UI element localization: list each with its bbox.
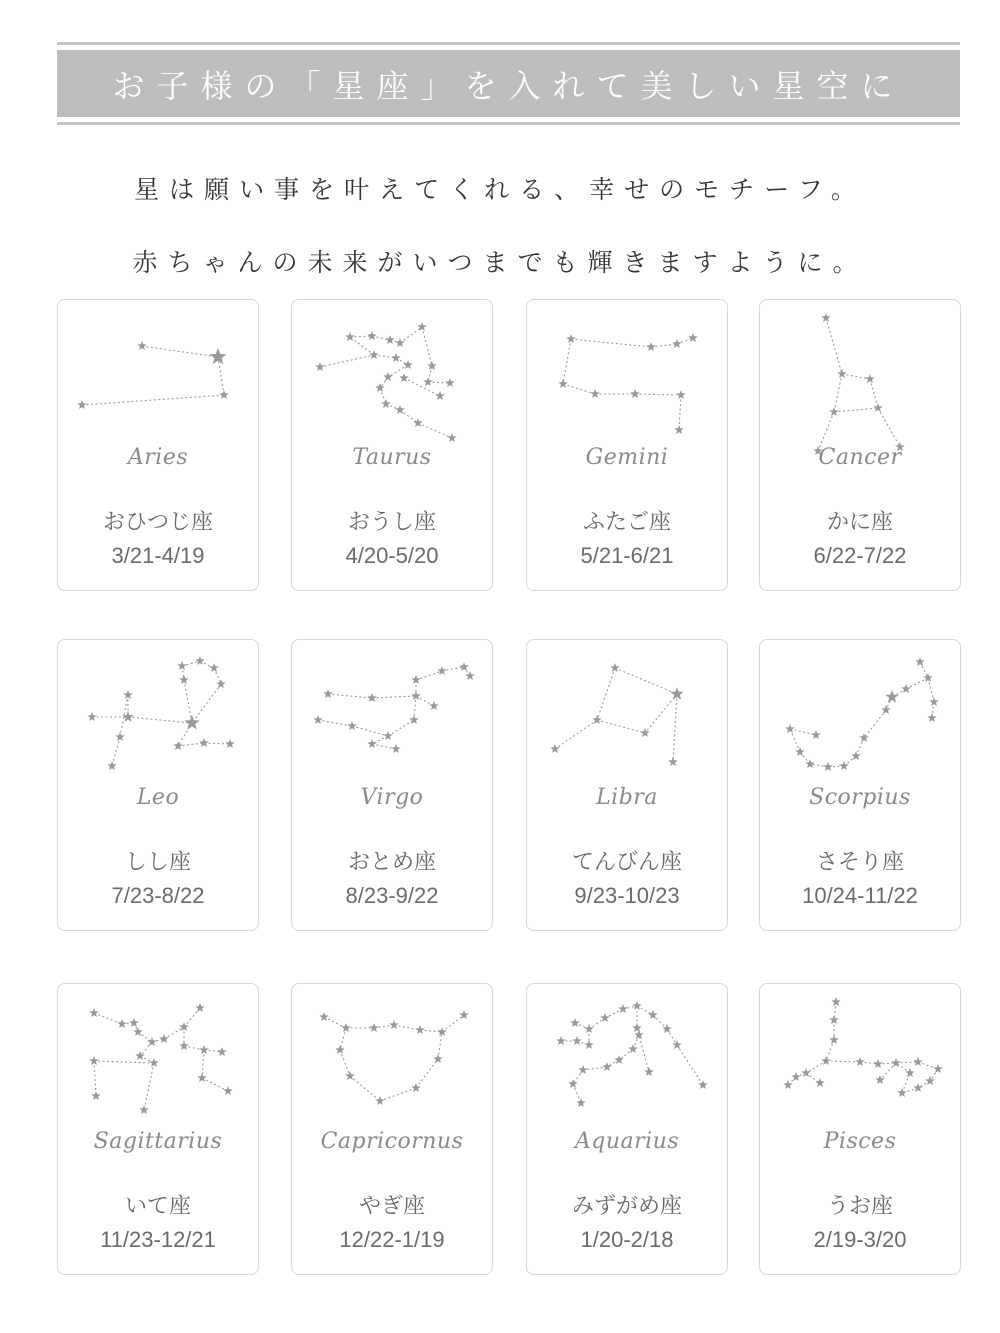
star-icon	[823, 762, 833, 771]
star-icon	[602, 1062, 612, 1071]
star-icon	[345, 332, 355, 341]
star-icon	[550, 744, 560, 753]
date-range: 4/20-5/20	[345, 543, 439, 568]
date-range: 3/21-4/19	[111, 543, 205, 568]
constellation-line	[204, 743, 230, 744]
star-icon	[829, 1015, 839, 1024]
star-icon	[391, 744, 401, 753]
constellation-japanese-name: うお座	[826, 1194, 893, 1219]
star-icon	[129, 1018, 139, 1027]
constellation-latin-name: Leo	[136, 785, 180, 810]
constellation-japanese-name: しし座	[124, 850, 191, 875]
constellation-latin-name: Scorpius	[809, 785, 911, 810]
star-icon	[195, 656, 205, 665]
constellation-line	[826, 1040, 834, 1061]
star-icon	[199, 1045, 209, 1054]
zodiac-card-taurus	[291, 299, 493, 591]
constellation-line	[597, 720, 645, 733]
star-icon	[89, 1008, 99, 1017]
constellation-latin-name: Aquarius	[574, 1129, 680, 1154]
star-icon	[411, 675, 421, 684]
constellation-line	[94, 1061, 96, 1096]
constellation-line	[400, 327, 422, 343]
star-icon	[179, 1041, 189, 1050]
capricornus-constellation-icon	[292, 984, 494, 1184]
star-icon	[323, 689, 333, 698]
constellation-line	[94, 1061, 154, 1063]
star-icon	[389, 1020, 399, 1029]
star-icon	[632, 1001, 642, 1010]
constellation-line	[352, 726, 388, 736]
star-icon	[429, 701, 439, 710]
constellation-line	[438, 1032, 442, 1059]
constellation-line	[192, 684, 221, 723]
constellation-latin-name: Libra	[596, 785, 658, 810]
star-icon	[578, 1065, 588, 1074]
constellation-line	[677, 1045, 703, 1085]
star-icon	[381, 399, 391, 408]
star-icon	[341, 1023, 351, 1032]
star-icon	[837, 369, 847, 378]
intro-line-2: 赤ちゃんの未来がいつまでも輝きますように。	[132, 248, 868, 277]
banner-bottom-rule	[57, 122, 960, 125]
star-icon	[375, 1096, 385, 1105]
star-icon	[618, 1004, 628, 1013]
date-range: 8/23-9/22	[345, 883, 439, 908]
constellation-line	[928, 678, 934, 702]
star-icon	[610, 663, 620, 672]
leo-constellation-icon	[58, 640, 260, 840]
star-icon	[313, 715, 323, 724]
star-icon	[566, 334, 576, 343]
zodiac-card-capricornus	[291, 983, 493, 1275]
star-icon	[674, 425, 684, 434]
star-icon	[929, 697, 939, 706]
star-icon	[367, 739, 377, 748]
constellation-line	[404, 378, 440, 396]
star-icon	[435, 391, 445, 400]
star-icon	[648, 1010, 658, 1019]
constellation-line	[563, 384, 595, 394]
star-icon	[115, 732, 125, 741]
constellation-line	[128, 717, 192, 723]
zodiac-card-scorpius	[759, 639, 961, 931]
star-icon	[216, 679, 226, 688]
sagittarius-constellation-icon	[58, 984, 260, 1184]
star-icon	[173, 741, 183, 750]
star-icon	[385, 335, 395, 344]
star-icon	[399, 373, 409, 382]
star-icon	[209, 348, 226, 364]
star-icon	[197, 1073, 207, 1082]
star-icon	[217, 1047, 227, 1056]
star-icon	[395, 405, 405, 414]
constellation-latin-name: Capricornus	[320, 1129, 464, 1154]
zodiac-card-pisces	[759, 983, 961, 1275]
star-icon	[592, 715, 602, 724]
constellation-line	[350, 1076, 380, 1101]
constellation-line	[394, 1025, 420, 1030]
constellation-line	[555, 720, 597, 749]
star-icon	[851, 751, 861, 760]
constellation-line	[94, 1013, 122, 1024]
star-icon	[859, 733, 869, 742]
virgo-constellation-icon	[292, 640, 494, 840]
star-icon	[367, 331, 377, 340]
star-icon	[375, 383, 385, 392]
star-icon	[829, 407, 839, 416]
star-icon	[791, 1072, 801, 1081]
star-icon	[199, 738, 209, 747]
constellation-line	[416, 1059, 438, 1088]
star-icon	[646, 342, 656, 351]
constellation-line	[635, 394, 681, 395]
constellation-japanese-name: いて座	[124, 1194, 191, 1219]
star-icon	[644, 1067, 654, 1076]
star-icon	[672, 339, 682, 348]
constellation-latin-name: Pisces	[823, 1129, 897, 1154]
taurus-constellation-icon	[292, 300, 494, 500]
star-icon	[821, 313, 831, 322]
date-range: 7/23-8/22	[111, 883, 205, 908]
star-icon	[881, 705, 891, 714]
libra-constellation-icon	[527, 640, 729, 840]
constellation-line	[864, 710, 886, 738]
constellation-line	[615, 668, 677, 694]
constellation-latin-name: Virgo	[360, 785, 424, 810]
zodiac-card-cancer	[759, 299, 961, 591]
star-icon	[873, 403, 883, 412]
star-icon	[87, 712, 97, 721]
constellation-line	[112, 737, 120, 766]
date-range: 2/19-3/20	[813, 1227, 907, 1252]
constellation-line	[826, 1061, 860, 1062]
star-icon	[123, 690, 133, 699]
constellation-japanese-name: おとめ座	[347, 850, 436, 875]
constellation-latin-name: Sagittarius	[93, 1129, 223, 1154]
star-icon	[77, 400, 87, 409]
constellation-line	[388, 720, 414, 736]
constellation-line	[340, 1050, 350, 1076]
constellation-line	[340, 1028, 346, 1050]
star-icon	[447, 433, 457, 442]
star-icon	[459, 662, 469, 671]
star-icon	[369, 350, 379, 359]
star-icon	[423, 377, 433, 386]
constellation-line	[82, 395, 224, 405]
star-icon	[668, 757, 678, 766]
constellation-japanese-name: おうし座	[347, 510, 436, 535]
star-icon	[570, 1018, 580, 1027]
star-icon	[335, 1045, 345, 1054]
star-icon	[149, 1058, 159, 1067]
star-icon	[923, 673, 933, 682]
zodiac-card-sagittarius	[57, 983, 259, 1275]
constellation-line	[842, 374, 870, 379]
constellation-japanese-name: さそり座	[815, 850, 904, 875]
constellation-line	[380, 1088, 416, 1101]
star-icon	[885, 690, 898, 703]
star-icon	[159, 1034, 169, 1043]
star-icon	[223, 1086, 233, 1095]
star-icon	[345, 1071, 355, 1080]
star-icon	[395, 338, 405, 347]
star-icon	[137, 341, 147, 350]
constellation-latin-name: Cancer	[818, 445, 902, 470]
constellation-line	[906, 678, 928, 689]
constellation-line	[372, 696, 416, 698]
constellation-line	[826, 318, 842, 374]
star-icon	[315, 362, 325, 371]
star-icon	[632, 1023, 642, 1032]
date-range: 12/22-1/19	[339, 1227, 445, 1252]
constellation-line	[202, 1078, 228, 1091]
constellation-line	[388, 365, 408, 377]
star-icon	[873, 1059, 883, 1068]
constellation-line	[806, 1061, 826, 1073]
star-icon	[411, 691, 421, 700]
star-icon	[572, 1036, 582, 1045]
star-icon	[367, 693, 377, 702]
constellation-line	[834, 374, 842, 412]
constellation-line	[834, 408, 878, 412]
constellation-line	[597, 668, 615, 720]
constellation-japanese-name: かに座	[826, 510, 893, 535]
star-icon	[676, 390, 686, 399]
constellation-line	[673, 694, 677, 762]
star-icon	[347, 721, 357, 730]
star-icon	[415, 1025, 425, 1034]
star-icon	[829, 1035, 839, 1044]
star-icon	[891, 1058, 901, 1067]
constellation-line	[318, 720, 352, 726]
constellation-japanese-name: おひつじ座	[102, 510, 213, 535]
star-icon	[195, 1003, 205, 1012]
star-icon	[811, 730, 821, 739]
header-banner	[57, 42, 960, 128]
star-icon	[219, 390, 229, 399]
star-icon	[556, 1036, 566, 1045]
zodiac-card-gemini	[526, 299, 728, 591]
star-icon	[801, 1068, 811, 1077]
constellation-line	[164, 1027, 184, 1039]
date-range: 5/21-6/21	[580, 543, 674, 568]
star-icon	[122, 711, 133, 722]
constellation-line	[144, 1063, 154, 1110]
star-icon	[409, 715, 419, 724]
star-icon	[576, 1098, 586, 1107]
cancer-constellation-icon	[760, 300, 962, 500]
star-icon	[839, 761, 849, 770]
date-range: 6/22-7/22	[813, 543, 907, 568]
constellation-line	[442, 1015, 464, 1032]
constellation-line	[328, 694, 372, 698]
constellation-japanese-name: みずがめ座	[571, 1194, 682, 1219]
date-range: 1/20-2/18	[580, 1227, 674, 1252]
constellation-line	[790, 729, 800, 752]
star-icon	[107, 761, 117, 770]
star-icon	[369, 1023, 379, 1032]
star-icon	[568, 1079, 578, 1088]
star-icon	[831, 997, 841, 1006]
constellation-latin-name: Gemini	[585, 445, 669, 470]
zodiac-card-aries	[57, 299, 259, 591]
star-icon	[391, 353, 401, 362]
date-range: 11/23-12/21	[100, 1227, 216, 1252]
banner-bar	[57, 50, 960, 117]
constellation-line	[870, 379, 878, 408]
constellation-line	[878, 408, 900, 447]
star-icon	[433, 1054, 443, 1063]
zodiac-card-libra	[526, 639, 728, 931]
constellation-line	[571, 339, 651, 347]
star-icon	[670, 687, 683, 700]
star-icon	[815, 1078, 825, 1087]
star-icon	[913, 1057, 923, 1066]
star-icon	[184, 715, 199, 729]
date-range: 9/23-10/23	[574, 883, 680, 908]
star-icon	[413, 418, 423, 427]
star-icon	[584, 1024, 594, 1033]
star-icon	[821, 1056, 831, 1065]
star-icon	[465, 671, 475, 680]
constellation-latin-name: Aries	[127, 445, 189, 470]
star-icon	[117, 1019, 127, 1028]
star-icon	[698, 1080, 708, 1089]
star-icon	[383, 731, 393, 740]
star-icon	[558, 379, 568, 388]
star-icon	[179, 675, 189, 684]
page-title: お子様の「星座」を入れて美しい星空に	[112, 66, 905, 105]
constellation-line	[142, 346, 218, 357]
star-icon	[177, 661, 187, 670]
scorpius-constellation-icon	[760, 640, 962, 840]
constellation-line	[184, 680, 192, 723]
star-icon	[584, 1040, 594, 1049]
constellation-japanese-name: てんびん座	[571, 850, 682, 875]
star-icon	[915, 657, 925, 666]
zodiac-card-leo	[57, 639, 259, 931]
star-icon	[590, 389, 600, 398]
star-icon	[445, 378, 455, 387]
constellation-latin-name: Taurus	[352, 445, 432, 470]
pisces-constellation-icon	[760, 984, 962, 1184]
constellation-line	[320, 355, 374, 367]
star-icon	[628, 1044, 638, 1053]
star-icon	[901, 684, 911, 693]
star-icon	[855, 1057, 865, 1066]
star-icon	[785, 724, 795, 733]
star-icon	[139, 1105, 149, 1114]
date-range: 10/24-11/22	[802, 883, 918, 908]
star-icon	[925, 1076, 935, 1085]
star-icon	[147, 1037, 157, 1046]
aries-constellation-icon	[58, 300, 260, 500]
star-icon	[634, 1030, 644, 1039]
star-icon	[133, 1027, 143, 1036]
constellation-line	[324, 1017, 346, 1028]
star-icon	[897, 1088, 907, 1097]
star-icon	[905, 1068, 915, 1077]
star-icon	[89, 1056, 99, 1065]
star-icon	[91, 1091, 101, 1100]
zodiac-card-aquarius	[526, 983, 728, 1275]
star-icon	[403, 360, 413, 369]
constellation-line	[902, 1073, 910, 1093]
star-icon	[383, 372, 393, 381]
star-icon	[437, 1027, 447, 1036]
constellation-line	[645, 694, 677, 733]
constellation-line	[422, 327, 432, 366]
constellation-line	[563, 339, 571, 384]
gemini-constellation-icon	[527, 300, 729, 500]
star-icon	[865, 374, 875, 383]
star-icon	[614, 1055, 624, 1064]
star-icon	[437, 666, 447, 675]
constellation-line	[202, 1050, 204, 1078]
constellation-line	[418, 423, 452, 438]
constellation-line	[400, 410, 418, 423]
aquarius-constellation-icon	[527, 984, 729, 1184]
star-icon	[672, 1040, 682, 1049]
banner-top-rule	[57, 42, 960, 45]
star-icon	[933, 1064, 943, 1073]
constellation-line	[679, 395, 681, 430]
star-icon	[927, 713, 937, 722]
star-icon	[427, 361, 437, 370]
star-icon	[225, 739, 235, 748]
star-icon	[688, 333, 698, 342]
star-icon	[209, 663, 219, 672]
constellation-japanese-name: ふたご座	[582, 510, 671, 535]
star-icon	[795, 747, 805, 756]
star-icon	[913, 1083, 923, 1092]
constellation-line	[350, 337, 374, 355]
constellation-japanese-name: やぎ座	[358, 1194, 425, 1219]
star-icon	[630, 389, 640, 398]
zodiac-card-virgo	[291, 639, 493, 931]
intro-line-1: 星は願い事を叶えてくれる、幸せのモチーフ。	[134, 175, 866, 204]
star-icon	[319, 1012, 329, 1021]
